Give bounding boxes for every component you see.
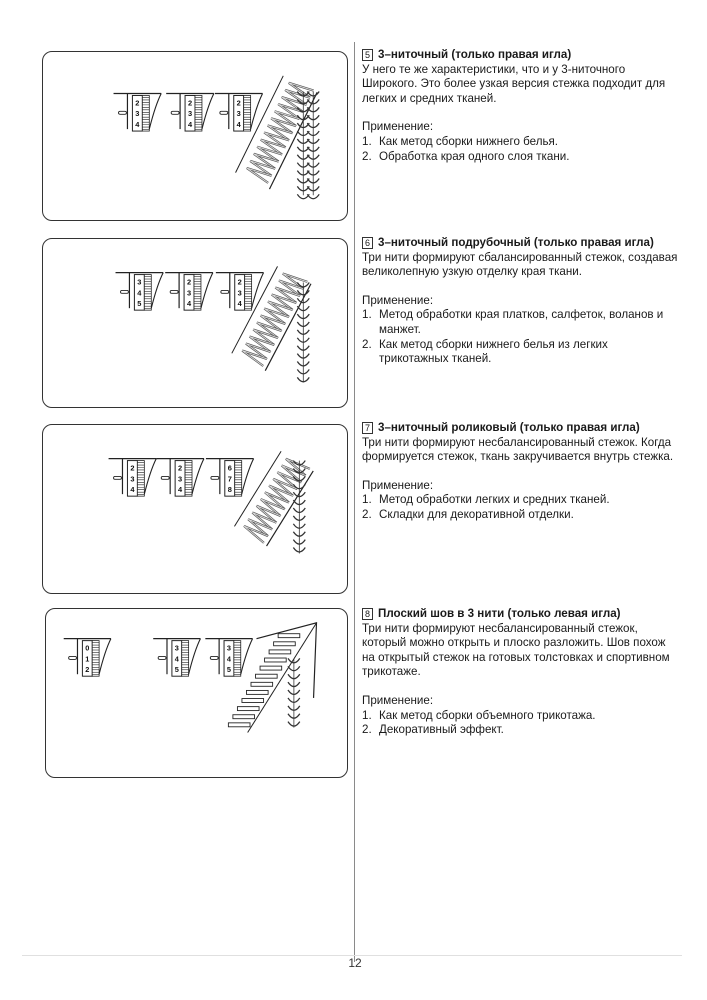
flat-bar [274,642,296,646]
flat-bar [269,650,291,654]
dial-number: 4 [174,654,179,664]
dial-number: 4 [178,485,183,495]
dial-number: 0 [85,643,90,653]
dial-number: 3 [130,474,135,484]
section-title-text: Плоский шов в 3 нити (только левая игла) [378,607,621,620]
list-item: 1. Как метод сборки объемного трикотажа. [362,708,596,722]
section-description: У него те же характеристики, что и у 3-ниточного Широкого. Это более узкая версия стежка подходит для легких и средних тканей. [362,62,666,105]
section-description: Три нити формируют сбалансированный стежок, создавая великолепную узкую отделку края ткани. [362,250,678,279]
dial-marker [161,476,169,479]
dial-gauge [215,94,263,132]
illustration-svg [43,52,347,220]
dial-gauge [165,273,213,311]
dial-marker [119,111,127,114]
list-item: 2. Декоративный эффект. [362,723,504,737]
flat-bar [265,658,287,662]
dial-marker [120,290,128,293]
stitch-section-7 [362,421,680,523]
dial-number: 4 [137,288,142,298]
flat-bar [260,666,282,670]
dial-marker [220,111,228,114]
stitch-drawing [234,451,313,546]
dial-number: 2 [135,98,140,108]
dial-marker [211,476,219,479]
section-title [362,421,680,436]
application-list [362,493,680,522]
section-title-text: 3–ниточный роликовый (только правая игла) [378,421,640,434]
flat-bar [233,715,255,719]
application-list [362,135,680,164]
flat-bar [242,699,264,703]
dial-number: 4 [187,120,193,130]
dial-number: 2 [178,463,183,473]
dial-number: 3 [226,643,232,653]
list-item: 2. Складки для декоративной отделки. [362,507,574,521]
dial-number: 3 [187,109,193,119]
dial-number: 5 [226,665,232,675]
stitch-chain [297,282,309,382]
dial-number: 3 [237,288,242,298]
list-item: 1. Как метод сборки нижнего белья. [362,134,558,148]
illustration-svg [43,239,347,407]
dial-gauge [109,459,157,497]
dial-number: 4 [237,299,242,309]
flat-bar [256,674,278,678]
dial-number: 2 [237,277,242,287]
stitch-number-badge: 5 [362,49,373,61]
application-list [362,709,680,738]
dial-marker [170,290,178,293]
illustration-svg [43,425,347,593]
flat-bar [251,682,273,686]
section-title [362,607,680,622]
dial-gauge [153,639,200,677]
dial-number: 4 [186,299,192,309]
dial-marker [171,111,179,114]
list-item: 2. Как метод сборки нижнего белья из легких трикотажных тканей. [362,337,608,366]
dial-number: 3 [186,288,192,298]
section-description: Три нити формируют несбалансированный стежок. Когда формируется стежок, ткань закручивается внутрь стежка. [362,435,674,464]
dial-number: 8 [227,485,232,495]
dial-gauge [156,459,204,497]
dial-number: 3 [137,277,142,287]
dial-marker [221,290,229,293]
dial-gauge [116,273,164,311]
section-title [362,48,680,63]
dial-marker [158,656,166,659]
flat-bar [228,723,250,727]
stitch-section-6 [362,236,680,367]
dial-number: 2 [236,98,241,108]
dial-number: 2 [186,277,192,287]
section-description: Три нити формируют несбалансированный стежок, который можно открыть и плоско разложить. Шов похож на открытый стежок на готовых толстовках и спортивном трикотаже. [362,621,670,679]
dial-number: 3 [174,643,179,653]
dial-number: 2 [130,463,135,473]
list-item: 1. Метод обработки легких и средних тканей. [362,493,610,507]
application-label: Применение: [362,120,434,134]
dial-number: 4 [135,120,140,130]
application-label: Применение: [362,693,434,707]
stitch-section-5 [362,48,680,164]
stitch-number-badge: 7 [362,422,373,434]
dial-gauge [114,94,162,132]
stitch-section-8 [362,607,680,738]
dial-number: 2 [187,98,193,108]
dial-gauge [205,639,252,677]
dial-gauge [166,94,214,132]
list-item: 2. Обработка края одного слоя ткани. [362,149,570,163]
stitch-illustration-8 [45,608,348,778]
dial-number: 2 [85,665,90,675]
dial-number: 4 [226,654,232,664]
stitch-number-badge: 6 [362,237,373,249]
dial-number: 4 [236,120,241,130]
dial-marker [69,656,77,659]
flat-bar [237,707,259,711]
column-divider [354,42,355,962]
flat-bar [246,690,268,694]
flat-bar [278,634,300,638]
section-title-text: 3–ниточный (только правая игла) [378,48,572,61]
stitch-illustration-5 [42,51,348,221]
stitch-illustration-7 [42,424,348,594]
stitch-number-badge: 8 [362,608,373,620]
dial-number: 6 [227,463,232,473]
dial-number: 3 [178,474,183,484]
dial-gauge [206,459,254,497]
section-title-text: 3–ниточный подрубочный (только правая игла) [378,236,654,249]
stitch-illustration-6 [42,238,348,408]
dial-marker [210,656,218,659]
stitch-chain [288,658,300,727]
dial-marker [114,476,122,479]
illustration-svg [46,609,347,777]
page-number: 12 [348,956,362,970]
dial-number: 1 [85,654,90,664]
dial-gauge [216,273,264,311]
application-list [362,308,680,366]
dial-number: 7 [227,474,232,484]
dial-number: 3 [135,109,140,119]
application-label: Применение: [362,293,434,307]
list-item: 1. Метод обработки края платков, салфеток, воланов и манжет. [362,308,664,336]
dial-number: 3 [236,109,241,119]
dial-number: 5 [174,665,179,675]
dial-gauge [64,639,111,677]
application-label: Применение: [362,478,434,492]
dial-number: 4 [130,485,135,495]
stitch-drawing [236,76,318,189]
dial-number: 5 [137,299,142,309]
section-title [362,236,680,251]
